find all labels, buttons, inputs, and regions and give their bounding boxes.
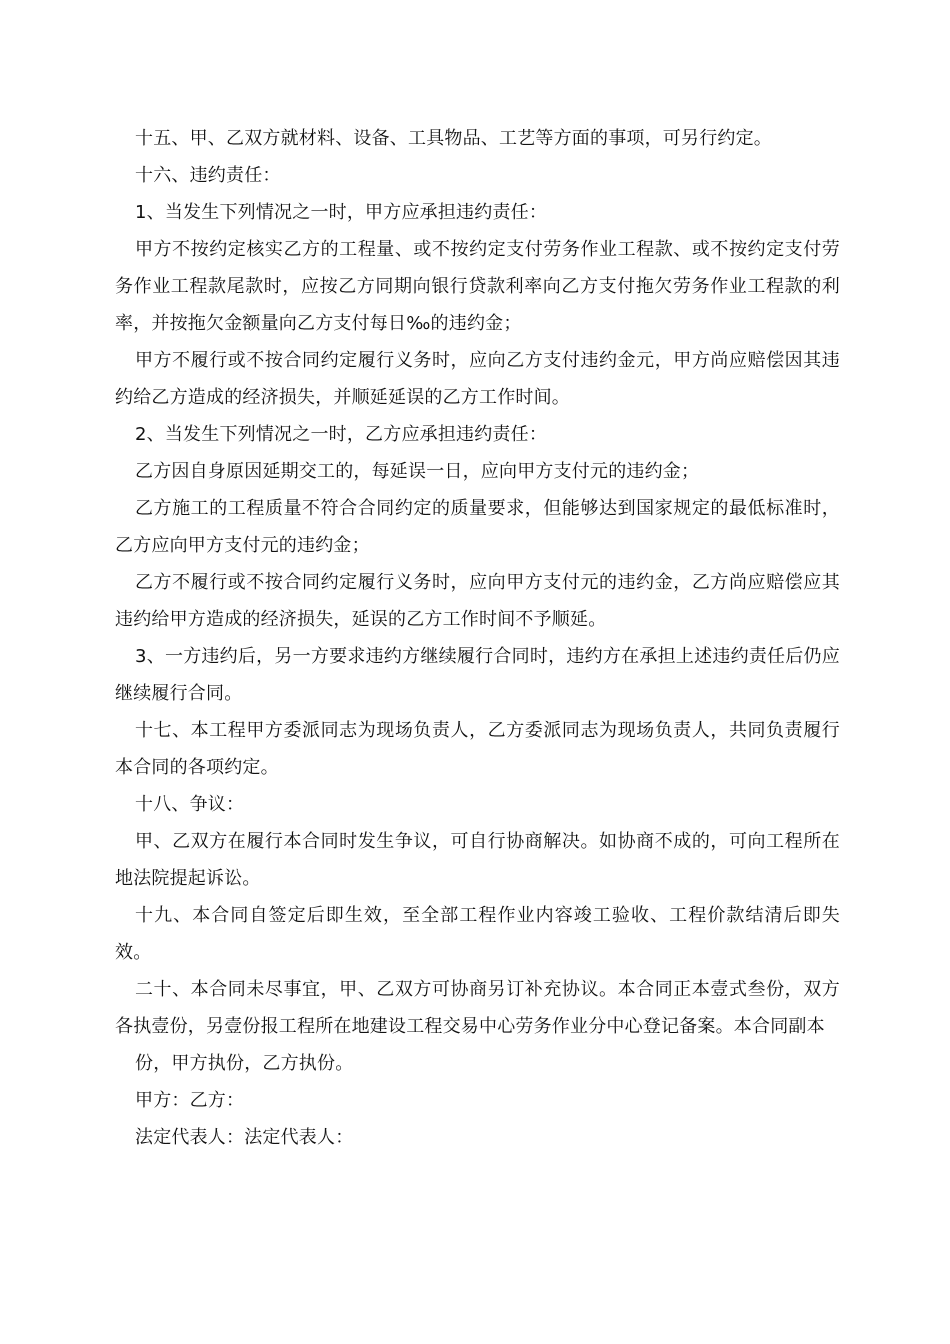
clause-16-item-1-b: 甲方不履行或不按合同约定履行义务时，应向乙方支付违约金元，甲方尚应赔偿因其违约给乙方造成的经济损失，并顺延延误的乙方工作时间。: [115, 350, 840, 408]
clause-18-body: 甲、乙双方在履行本合同时发生争议，可自行协商解决。如协商不成的，可向工程所在地法院提起诉讼。: [115, 831, 840, 889]
clause-20-copies: 份，甲方执份，乙方执份。: [135, 1053, 354, 1074]
clause-17: 十七、本工程甲方委派同志为现场负责人，乙方委派同志为现场负责人，共同负责履行本合同的各项约定。: [115, 720, 840, 778]
clause-16-item-2-b: 乙方施工的工程质量不符合合同约定的质量要求，但能够达到国家规定的最低标准时，乙方应向甲方支付元的违约金；: [115, 498, 840, 556]
document-body: [115, 120, 840, 1156]
clause-16-heading: 十六、违约责任：: [135, 165, 281, 186]
clause-16-item-2: 2、当发生下列情况之一时，乙方应承担违约责任：: [135, 424, 548, 445]
clause-16-item-2-a: 乙方因自身原因延期交工的，每延误一日，应向甲方支付元的违约金；: [135, 461, 700, 482]
signature-representatives: 法定代表人：法定代表人：: [135, 1127, 354, 1148]
clause-16-item-3: 3、一方违约后，另一方要求违约方继续履行合同时，违约方在承担上述违约责任后仍应继续履行合同。: [115, 646, 840, 704]
clause-20: 二十、本合同未尽事宜，甲、乙双方可协商另订补充协议。本合同正本壹式叁份，双方各执壹份，另壹份报工程所在地建设工程交易中心劳务作业分中心登记备案。本合同副本: [115, 979, 840, 1037]
clause-16-item-1: 1、当发生下列情况之一时，甲方应承担违约责任：: [135, 202, 548, 223]
clause-16-item-2-c: 乙方不履行或不按合同约定履行义务时，应向甲方支付元的违约金，乙方尚应赔偿应其违约给甲方造成的经济损失，延误的乙方工作时间不予顺延。: [115, 572, 840, 630]
signature-parties: 甲方：乙方：: [135, 1090, 245, 1111]
clause-15: 十五、甲、乙双方就材料、设备、工具物品、工艺等方面的事项，可另行约定。: [135, 128, 772, 149]
clause-19: 十九、本合同自签定后即生效，至全部工程作业内容竣工验收、工程价款结清后即失效。: [115, 905, 840, 963]
clause-16-item-1-a: 甲方不按约定核实乙方的工程量、或不按约定支付劳务作业工程款、或不按约定支付劳务作业工程款尾款时，应按乙方同期向银行贷款利率向乙方支付拖欠劳务作业工程款的利率，并按拖欠金额量向乙方支付每日‰的违约金；: [115, 239, 840, 334]
clause-18-heading: 十八、争议：: [135, 794, 245, 815]
